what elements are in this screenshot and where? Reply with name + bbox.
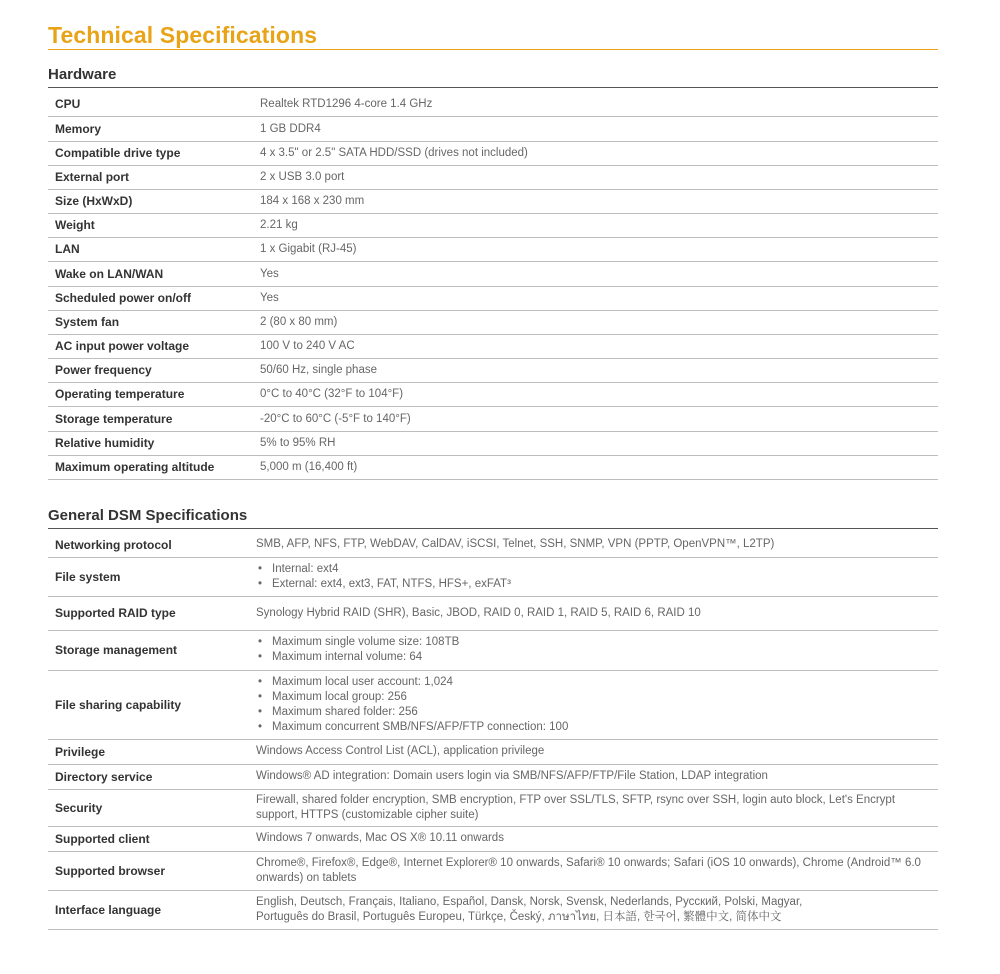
bullet-item: • Maximum local user account: 1,024 [256, 675, 938, 690]
value-line: Chrome®, Firefox®, Edge®, Internet Explorer® 10 onwards, Safari® 10 onwards; Safari (iOS 10 onwards), Chrome (Android™ 6.0 [256, 856, 921, 869]
value-line: Windows Access Control List (ACL), application privilege [256, 745, 545, 757]
bullet-item: • Maximum internal volume: 64 [256, 650, 938, 665]
table-row [48, 237, 938, 261]
table-row [48, 431, 938, 455]
dsm-row-label: Storage management [48, 630, 249, 670]
bullet-item: • Maximum single volume size: 108TB [256, 635, 938, 650]
dsm-row-value [249, 557, 938, 596]
hardware-row-value: 2 x USB 3.0 port [253, 165, 938, 189]
hardware-row-label: Power frequency [48, 358, 253, 382]
hardware-row-value: 0°C to 40°C (32°F to 104°F) [253, 382, 938, 406]
hardware-row-label: LAN [48, 237, 253, 261]
hardware-row-label: CPU [48, 92, 253, 116]
value-line: Firewall, shared folder encryption, SMB encryption, FTP over SSL/TLS, SFTP, rsync over SSH, login auto block, Let's Encrypt [256, 793, 896, 806]
hardware-row-value: 184 x 168 x 230 mm [253, 189, 938, 213]
bullet-item: • External: ext4, ext3, FAT, NTFS, HFS+, exFAT³ [256, 577, 938, 592]
table-row [48, 789, 938, 826]
dsm-row-value [249, 596, 938, 630]
table-row [48, 92, 938, 116]
table-row [48, 165, 938, 189]
hardware-row-value: Yes [253, 261, 938, 286]
dsm-row-label: File sharing capability [48, 670, 249, 739]
hardware-row-value: 50/60 Hz, single phase [253, 358, 938, 382]
page-title: Technical Specifications [48, 22, 318, 48]
hardware-row-label: Weight [48, 213, 253, 237]
dsm-row-value [249, 630, 938, 670]
table-row [48, 826, 938, 851]
bullet-list [256, 635, 938, 665]
dsm-row-label: Networking protocol [48, 533, 249, 557]
table-row [48, 533, 938, 557]
dsm-row-label: Directory service [48, 764, 249, 789]
hardware-row-value: Yes [253, 286, 938, 310]
hardware-row-value: Realtek RTD1296 4-core 1.4 GHz [253, 92, 938, 116]
dsm-row-label: Supported browser [48, 851, 249, 890]
hardware-row-label: System fan [48, 310, 253, 334]
hardware-heading: Hardware [48, 66, 117, 83]
dsm-row-value [249, 890, 938, 929]
hardware-row-value: -20°C to 60°C (-5°F to 140°F) [253, 406, 938, 431]
hardware-row-label: Relative humidity [48, 431, 253, 455]
bullet-item: • Maximum shared folder: 256 [256, 705, 938, 720]
table-row [48, 630, 938, 670]
hardware-row-label: Maximum operating altitude [48, 455, 253, 479]
hardware-row-value: 1 GB DDR4 [253, 116, 938, 141]
hardware-spec-table [48, 92, 938, 480]
dsm-heading: General DSM Specifications [48, 507, 248, 524]
table-row [48, 286, 938, 310]
dsm-row-label: Privilege [48, 739, 249, 764]
dsm-row-value [249, 789, 938, 826]
hardware-row-label: Operating temperature [48, 382, 253, 406]
hardware-row-value: 1 x Gigabit (RJ-45) [253, 237, 938, 261]
hardware-row-value: 5% to 95% RH [253, 431, 938, 455]
hardware-row-label: External port [48, 165, 253, 189]
dsm-row-label: Supported client [48, 826, 249, 851]
hardware-row-value: 4 x 3.5" or 2.5" SATA HDD/SSD (drives not included) [253, 141, 938, 165]
hardware-row-label: Size (HxWxD) [48, 189, 253, 213]
table-row [48, 764, 938, 789]
table-row [48, 189, 938, 213]
title-divider [48, 49, 938, 50]
hardware-row-label: Scheduled power on/off [48, 286, 253, 310]
table-row [48, 382, 938, 406]
hardware-row-label: Memory [48, 116, 253, 141]
hardware-row-value: 2 (80 x 80 mm) [253, 310, 938, 334]
dsm-row-label: Interface language [48, 890, 249, 929]
hardware-row-value: 5,000 m (16,400 ft) [253, 455, 938, 479]
table-row [48, 213, 938, 237]
table-row [48, 739, 938, 764]
table-row [48, 557, 938, 596]
value-line: Synology Hybrid RAID (SHR), Basic, JBOD, RAID 0, RAID 1, RAID 5, RAID 6, RAID 10 [256, 606, 701, 619]
bullet-list [256, 562, 938, 592]
table-row [48, 141, 938, 165]
dsm-row-label: File system [48, 557, 249, 596]
hardware-row-value: 100 V to 240 V AC [253, 334, 938, 358]
dsm-row-value [249, 764, 938, 789]
value-line: English, Deutsch, Français, Italiano, Español, Dansk, Norsk, Svensk, Nederlands, Русский, Polski, Magyar, [256, 895, 803, 908]
value-line: Windows® AD integration: Domain users login via SMB/NFS/AFP/FTP/File Station, LDAP integration [256, 770, 768, 782]
table-row [48, 670, 938, 739]
dsm-row-label: Supported RAID type [48, 596, 249, 630]
hardware-row-label: AC input power voltage [48, 334, 253, 358]
bullet-item: • Internal: ext4 [256, 562, 938, 577]
bullet-list [256, 675, 938, 735]
dsm-row-label: Security [48, 789, 249, 826]
table-row [48, 310, 938, 334]
dsm-row-value [249, 670, 938, 739]
hardware-row-value: 2.21 kg [253, 213, 938, 237]
value-line: Português do Brasil, Português Europeu, Türkçe, Český, ภาษาไทย, 日本語, 한국어, 繁體中文, 简体中文 [256, 910, 782, 923]
dsm-row-value [249, 851, 938, 890]
dsm-divider [48, 528, 938, 529]
table-row [48, 406, 938, 431]
table-row [48, 890, 938, 929]
bullet-item: • Maximum local group: 256 [256, 690, 938, 705]
table-row [48, 334, 938, 358]
table-row [48, 261, 938, 286]
table-row [48, 116, 938, 141]
dsm-row-value [249, 533, 938, 557]
dsm-row-value [249, 739, 938, 764]
hardware-divider [48, 87, 938, 88]
value-line: support, HTTPS (customizable cipher suite) [256, 808, 479, 821]
hardware-row-label: Storage temperature [48, 406, 253, 431]
table-row [48, 596, 938, 630]
bullet-item: • Maximum concurrent SMB/NFS/AFP/FTP connection: 100 [256, 720, 938, 735]
dsm-row-value [249, 826, 938, 851]
hardware-row-label: Compatible drive type [48, 141, 253, 165]
table-row [48, 851, 938, 890]
table-row [48, 358, 938, 382]
dsm-spec-table [48, 533, 938, 930]
hardware-row-label: Wake on LAN/WAN [48, 261, 253, 286]
value-line: Windows 7 onwards, Mac OS X® 10.11 onwards [256, 832, 504, 844]
value-line: SMB, AFP, NFS, FTP, WebDAV, CalDAV, iSCSI, Telnet, SSH, SNMP, VPN (PPTP, OpenVPN™, L2TP) [256, 538, 775, 551]
value-line: onwards) on tablets [256, 871, 357, 884]
table-row [48, 455, 938, 479]
